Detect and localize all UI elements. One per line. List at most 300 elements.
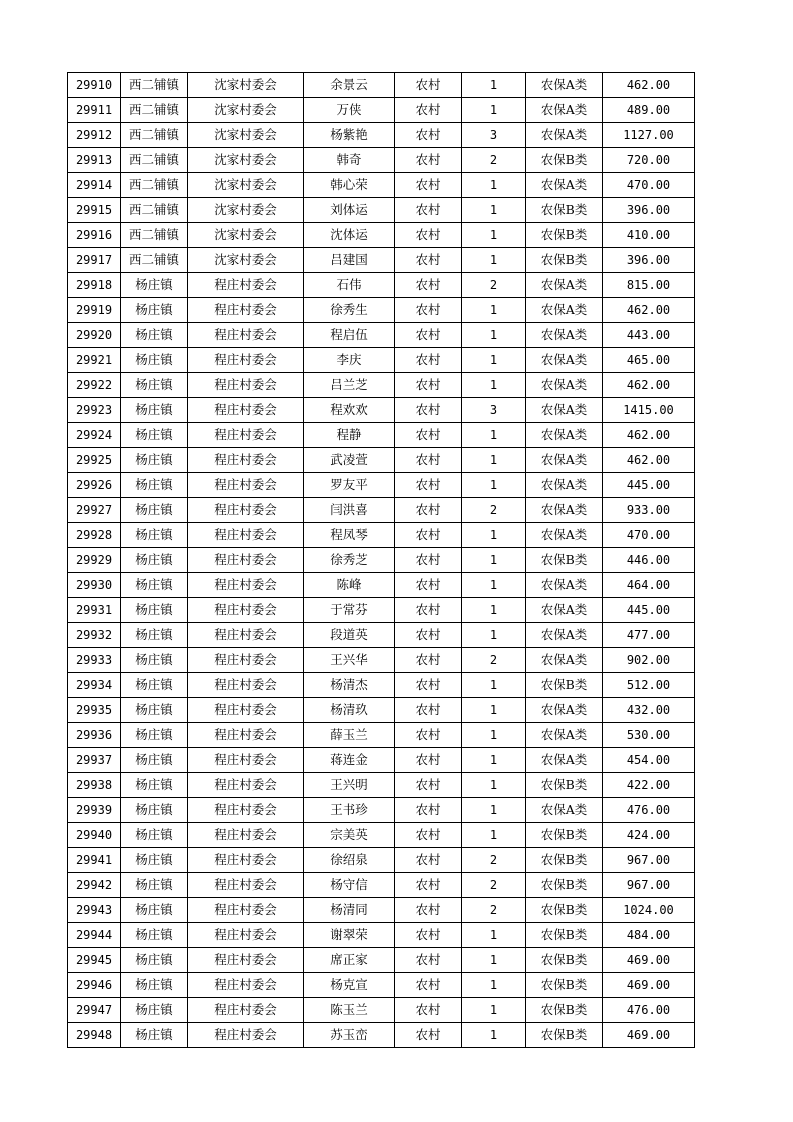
household-type-cell: 农村 bbox=[395, 98, 462, 123]
household-type-cell: 农村 bbox=[395, 1023, 462, 1048]
table-row bbox=[68, 548, 695, 573]
table-row bbox=[68, 823, 695, 848]
member-count-cell: 1 bbox=[462, 373, 526, 398]
town-cell: 杨庄镇 bbox=[121, 373, 188, 398]
record-id-cell: 29919 bbox=[68, 298, 121, 323]
household-type-cell: 农村 bbox=[395, 973, 462, 998]
insurance-category-cell: 农保A类 bbox=[526, 623, 603, 648]
insurance-category-cell: 农保B类 bbox=[526, 923, 603, 948]
record-id-cell: 29924 bbox=[68, 423, 121, 448]
record-id-cell: 29918 bbox=[68, 273, 121, 298]
amount-cell: 476.00 bbox=[603, 998, 695, 1023]
member-count-cell: 2 bbox=[462, 898, 526, 923]
village-committee-cell: 程庄村委会 bbox=[188, 873, 304, 898]
record-id-cell: 29913 bbox=[68, 148, 121, 173]
member-count-cell: 1 bbox=[462, 948, 526, 973]
table-row bbox=[68, 598, 695, 623]
amount-cell: 720.00 bbox=[603, 148, 695, 173]
record-id-cell: 29925 bbox=[68, 448, 121, 473]
insurance-category-cell: 农保A类 bbox=[526, 698, 603, 723]
insurance-category-cell: 农保B类 bbox=[526, 823, 603, 848]
household-type-cell: 农村 bbox=[395, 998, 462, 1023]
village-committee-cell: 沈家村委会 bbox=[188, 73, 304, 98]
village-committee-cell: 程庄村委会 bbox=[188, 748, 304, 773]
person-name-cell: 罗友平 bbox=[304, 473, 395, 498]
town-cell: 杨庄镇 bbox=[121, 923, 188, 948]
household-type-cell: 农村 bbox=[395, 873, 462, 898]
record-id-cell: 29932 bbox=[68, 623, 121, 648]
household-type-cell: 农村 bbox=[395, 673, 462, 698]
household-type-cell: 农村 bbox=[395, 798, 462, 823]
insurance-category-cell: 农保B类 bbox=[526, 998, 603, 1023]
town-cell: 西二铺镇 bbox=[121, 98, 188, 123]
insurance-category-cell: 农保A类 bbox=[526, 473, 603, 498]
insurance-category-cell: 农保B类 bbox=[526, 198, 603, 223]
table-row bbox=[68, 248, 695, 273]
insurance-category-cell: 农保A类 bbox=[526, 123, 603, 148]
member-count-cell: 1 bbox=[462, 423, 526, 448]
town-cell: 杨庄镇 bbox=[121, 348, 188, 373]
table-row bbox=[68, 848, 695, 873]
insurance-category-cell: 农保A类 bbox=[526, 598, 603, 623]
person-name-cell: 陈玉兰 bbox=[304, 998, 395, 1023]
record-id-cell: 29911 bbox=[68, 98, 121, 123]
person-name-cell: 杨守信 bbox=[304, 873, 395, 898]
insurance-category-cell: 农保B类 bbox=[526, 148, 603, 173]
amount-cell: 464.00 bbox=[603, 573, 695, 598]
table-body bbox=[68, 73, 695, 1048]
village-committee-cell: 程庄村委会 bbox=[188, 773, 304, 798]
record-id-cell: 29942 bbox=[68, 873, 121, 898]
table-row bbox=[68, 498, 695, 523]
household-type-cell: 农村 bbox=[395, 373, 462, 398]
household-type-cell: 农村 bbox=[395, 473, 462, 498]
member-count-cell: 1 bbox=[462, 998, 526, 1023]
person-name-cell: 席正家 bbox=[304, 948, 395, 973]
village-committee-cell: 程庄村委会 bbox=[188, 1023, 304, 1048]
amount-cell: 902.00 bbox=[603, 648, 695, 673]
person-name-cell: 武凌萱 bbox=[304, 448, 395, 473]
person-name-cell: 谢翠荣 bbox=[304, 923, 395, 948]
village-committee-cell: 沈家村委会 bbox=[188, 248, 304, 273]
member-count-cell: 1 bbox=[462, 98, 526, 123]
table-row bbox=[68, 73, 695, 98]
village-committee-cell: 程庄村委会 bbox=[188, 448, 304, 473]
household-type-cell: 农村 bbox=[395, 723, 462, 748]
town-cell: 杨庄镇 bbox=[121, 823, 188, 848]
record-id-cell: 29927 bbox=[68, 498, 121, 523]
record-id-cell: 29940 bbox=[68, 823, 121, 848]
record-id-cell: 29930 bbox=[68, 573, 121, 598]
village-committee-cell: 程庄村委会 bbox=[188, 498, 304, 523]
person-name-cell: 余景云 bbox=[304, 73, 395, 98]
record-id-cell: 29939 bbox=[68, 798, 121, 823]
household-type-cell: 农村 bbox=[395, 848, 462, 873]
village-committee-cell: 程庄村委会 bbox=[188, 673, 304, 698]
member-count-cell: 2 bbox=[462, 498, 526, 523]
amount-cell: 1127.00 bbox=[603, 123, 695, 148]
member-count-cell: 1 bbox=[462, 248, 526, 273]
member-count-cell: 1 bbox=[462, 748, 526, 773]
amount-cell: 815.00 bbox=[603, 273, 695, 298]
insurance-category-cell: 农保A类 bbox=[526, 273, 603, 298]
insurance-category-cell: 农保A类 bbox=[526, 398, 603, 423]
household-type-cell: 农村 bbox=[395, 948, 462, 973]
village-committee-cell: 程庄村委会 bbox=[188, 298, 304, 323]
town-cell: 西二铺镇 bbox=[121, 73, 188, 98]
household-type-cell: 农村 bbox=[395, 323, 462, 348]
record-id-cell: 29941 bbox=[68, 848, 121, 873]
person-name-cell: 徐秀芝 bbox=[304, 548, 395, 573]
insurance-category-cell: 农保A类 bbox=[526, 348, 603, 373]
town-cell: 西二铺镇 bbox=[121, 173, 188, 198]
town-cell: 杨庄镇 bbox=[121, 798, 188, 823]
town-cell: 杨庄镇 bbox=[121, 1023, 188, 1048]
record-id-cell: 29931 bbox=[68, 598, 121, 623]
household-type-cell: 农村 bbox=[395, 123, 462, 148]
town-cell: 杨庄镇 bbox=[121, 998, 188, 1023]
village-committee-cell: 沈家村委会 bbox=[188, 148, 304, 173]
town-cell: 西二铺镇 bbox=[121, 223, 188, 248]
member-count-cell: 2 bbox=[462, 148, 526, 173]
household-type-cell: 农村 bbox=[395, 273, 462, 298]
town-cell: 杨庄镇 bbox=[121, 873, 188, 898]
amount-cell: 476.00 bbox=[603, 798, 695, 823]
person-name-cell: 李庆 bbox=[304, 348, 395, 373]
amount-cell: 462.00 bbox=[603, 448, 695, 473]
insurance-category-cell: 农保A类 bbox=[526, 798, 603, 823]
village-committee-cell: 程庄村委会 bbox=[188, 548, 304, 573]
village-committee-cell: 程庄村委会 bbox=[188, 698, 304, 723]
person-name-cell: 段道英 bbox=[304, 623, 395, 648]
person-name-cell: 徐绍泉 bbox=[304, 848, 395, 873]
member-count-cell: 1 bbox=[462, 548, 526, 573]
amount-cell: 470.00 bbox=[603, 173, 695, 198]
amount-cell: 477.00 bbox=[603, 623, 695, 648]
amount-cell: 446.00 bbox=[603, 548, 695, 573]
member-count-cell: 1 bbox=[462, 473, 526, 498]
record-id-cell: 29947 bbox=[68, 998, 121, 1023]
person-name-cell: 杨清杰 bbox=[304, 673, 395, 698]
record-id-cell: 29946 bbox=[68, 973, 121, 998]
member-count-cell: 1 bbox=[462, 673, 526, 698]
person-name-cell: 韩奇 bbox=[304, 148, 395, 173]
household-type-cell: 农村 bbox=[395, 223, 462, 248]
person-name-cell: 程静 bbox=[304, 423, 395, 448]
village-committee-cell: 沈家村委会 bbox=[188, 198, 304, 223]
table-row bbox=[68, 648, 695, 673]
insurance-category-cell: 农保A类 bbox=[526, 298, 603, 323]
member-count-cell: 1 bbox=[462, 623, 526, 648]
member-count-cell: 1 bbox=[462, 1023, 526, 1048]
amount-cell: 396.00 bbox=[603, 248, 695, 273]
village-committee-cell: 程庄村委会 bbox=[188, 273, 304, 298]
member-count-cell: 1 bbox=[462, 323, 526, 348]
village-committee-cell: 程庄村委会 bbox=[188, 848, 304, 873]
record-id-cell: 29923 bbox=[68, 398, 121, 423]
table-row bbox=[68, 773, 695, 798]
insurance-category-cell: 农保A类 bbox=[526, 448, 603, 473]
amount-cell: 454.00 bbox=[603, 748, 695, 773]
person-name-cell: 于常芬 bbox=[304, 598, 395, 623]
insurance-category-cell: 农保B类 bbox=[526, 1023, 603, 1048]
household-type-cell: 农村 bbox=[395, 773, 462, 798]
amount-cell: 470.00 bbox=[603, 523, 695, 548]
insurance-category-cell: 农保A类 bbox=[526, 373, 603, 398]
town-cell: 杨庄镇 bbox=[121, 673, 188, 698]
village-committee-cell: 沈家村委会 bbox=[188, 123, 304, 148]
insurance-category-cell: 农保A类 bbox=[526, 748, 603, 773]
table-row bbox=[68, 998, 695, 1023]
village-committee-cell: 程庄村委会 bbox=[188, 723, 304, 748]
person-name-cell: 吕兰芝 bbox=[304, 373, 395, 398]
record-id-cell: 29912 bbox=[68, 123, 121, 148]
town-cell: 杨庄镇 bbox=[121, 573, 188, 598]
record-id-cell: 29934 bbox=[68, 673, 121, 698]
record-id-cell: 29922 bbox=[68, 373, 121, 398]
town-cell: 杨庄镇 bbox=[121, 448, 188, 473]
amount-cell: 489.00 bbox=[603, 98, 695, 123]
person-name-cell: 王兴华 bbox=[304, 648, 395, 673]
village-committee-cell: 沈家村委会 bbox=[188, 223, 304, 248]
household-type-cell: 农村 bbox=[395, 148, 462, 173]
table-row bbox=[68, 198, 695, 223]
table-row bbox=[68, 973, 695, 998]
person-name-cell: 程凤琴 bbox=[304, 523, 395, 548]
town-cell: 杨庄镇 bbox=[121, 298, 188, 323]
member-count-cell: 1 bbox=[462, 73, 526, 98]
village-committee-cell: 程庄村委会 bbox=[188, 823, 304, 848]
village-committee-cell: 沈家村委会 bbox=[188, 173, 304, 198]
amount-cell: 422.00 bbox=[603, 773, 695, 798]
person-name-cell: 杨紫艳 bbox=[304, 123, 395, 148]
household-type-cell: 农村 bbox=[395, 548, 462, 573]
record-id-cell: 29926 bbox=[68, 473, 121, 498]
town-cell: 杨庄镇 bbox=[121, 498, 188, 523]
member-count-cell: 2 bbox=[462, 848, 526, 873]
table-row bbox=[68, 723, 695, 748]
town-cell: 杨庄镇 bbox=[121, 398, 188, 423]
insurance-category-cell: 农保A类 bbox=[526, 173, 603, 198]
person-name-cell: 刘体运 bbox=[304, 198, 395, 223]
table-row bbox=[68, 873, 695, 898]
table-row bbox=[68, 623, 695, 648]
member-count-cell: 1 bbox=[462, 173, 526, 198]
amount-cell: 469.00 bbox=[603, 973, 695, 998]
record-id-cell: 29915 bbox=[68, 198, 121, 223]
member-count-cell: 1 bbox=[462, 523, 526, 548]
member-count-cell: 1 bbox=[462, 598, 526, 623]
town-cell: 杨庄镇 bbox=[121, 623, 188, 648]
table-row bbox=[68, 948, 695, 973]
person-name-cell: 韩心荣 bbox=[304, 173, 395, 198]
record-id-cell: 29928 bbox=[68, 523, 121, 548]
town-cell: 杨庄镇 bbox=[121, 423, 188, 448]
town-cell: 杨庄镇 bbox=[121, 598, 188, 623]
table-row bbox=[68, 573, 695, 598]
member-count-cell: 2 bbox=[462, 648, 526, 673]
member-count-cell: 1 bbox=[462, 723, 526, 748]
record-id-cell: 29933 bbox=[68, 648, 121, 673]
insurance-category-cell: 农保A类 bbox=[526, 423, 603, 448]
record-id-cell: 29944 bbox=[68, 923, 121, 948]
member-count-cell: 2 bbox=[462, 873, 526, 898]
record-id-cell: 29914 bbox=[68, 173, 121, 198]
record-id-cell: 29910 bbox=[68, 73, 121, 98]
table-row bbox=[68, 423, 695, 448]
insurance-category-cell: 农保B类 bbox=[526, 673, 603, 698]
town-cell: 杨庄镇 bbox=[121, 473, 188, 498]
insurance-category-cell: 农保B类 bbox=[526, 948, 603, 973]
village-committee-cell: 程庄村委会 bbox=[188, 473, 304, 498]
household-type-cell: 农村 bbox=[395, 398, 462, 423]
household-type-cell: 农村 bbox=[395, 173, 462, 198]
insurance-category-cell: 农保A类 bbox=[526, 723, 603, 748]
insurance-category-cell: 农保B类 bbox=[526, 873, 603, 898]
household-type-cell: 农村 bbox=[395, 748, 462, 773]
insurance-category-cell: 农保A类 bbox=[526, 323, 603, 348]
amount-cell: 462.00 bbox=[603, 73, 695, 98]
person-name-cell: 杨清玖 bbox=[304, 698, 395, 723]
town-cell: 杨庄镇 bbox=[121, 273, 188, 298]
household-type-cell: 农村 bbox=[395, 423, 462, 448]
person-name-cell: 王书珍 bbox=[304, 798, 395, 823]
amount-cell: 410.00 bbox=[603, 223, 695, 248]
village-committee-cell: 程庄村委会 bbox=[188, 373, 304, 398]
record-id-cell: 29929 bbox=[68, 548, 121, 573]
table-row bbox=[68, 148, 695, 173]
data-table bbox=[67, 72, 695, 1048]
amount-cell: 967.00 bbox=[603, 848, 695, 873]
village-committee-cell: 程庄村委会 bbox=[188, 598, 304, 623]
village-committee-cell: 程庄村委会 bbox=[188, 348, 304, 373]
town-cell: 杨庄镇 bbox=[121, 973, 188, 998]
insurance-category-cell: 农保A类 bbox=[526, 498, 603, 523]
record-id-cell: 29945 bbox=[68, 948, 121, 973]
amount-cell: 469.00 bbox=[603, 948, 695, 973]
town-cell: 西二铺镇 bbox=[121, 248, 188, 273]
village-committee-cell: 程庄村委会 bbox=[188, 398, 304, 423]
amount-cell: 512.00 bbox=[603, 673, 695, 698]
amount-cell: 530.00 bbox=[603, 723, 695, 748]
village-committee-cell: 程庄村委会 bbox=[188, 923, 304, 948]
insurance-category-cell: 农保B类 bbox=[526, 898, 603, 923]
person-name-cell: 吕建国 bbox=[304, 248, 395, 273]
person-name-cell: 沈体运 bbox=[304, 223, 395, 248]
amount-cell: 933.00 bbox=[603, 498, 695, 523]
person-name-cell: 蒋连金 bbox=[304, 748, 395, 773]
village-committee-cell: 程庄村委会 bbox=[188, 798, 304, 823]
household-type-cell: 农村 bbox=[395, 198, 462, 223]
record-id-cell: 29921 bbox=[68, 348, 121, 373]
amount-cell: 465.00 bbox=[603, 348, 695, 373]
household-type-cell: 农村 bbox=[395, 448, 462, 473]
table-row bbox=[68, 798, 695, 823]
table-row bbox=[68, 1023, 695, 1048]
household-type-cell: 农村 bbox=[395, 348, 462, 373]
member-count-cell: 1 bbox=[462, 698, 526, 723]
household-type-cell: 农村 bbox=[395, 73, 462, 98]
town-cell: 杨庄镇 bbox=[121, 748, 188, 773]
table-row bbox=[68, 473, 695, 498]
household-type-cell: 农村 bbox=[395, 298, 462, 323]
insurance-category-cell: 农保B类 bbox=[526, 848, 603, 873]
insurance-category-cell: 农保A类 bbox=[526, 648, 603, 673]
amount-cell: 445.00 bbox=[603, 473, 695, 498]
record-id-cell: 29917 bbox=[68, 248, 121, 273]
household-type-cell: 农村 bbox=[395, 498, 462, 523]
table-row bbox=[68, 273, 695, 298]
town-cell: 杨庄镇 bbox=[121, 648, 188, 673]
member-count-cell: 1 bbox=[462, 448, 526, 473]
record-id-cell: 29936 bbox=[68, 723, 121, 748]
insurance-category-cell: 农保B类 bbox=[526, 248, 603, 273]
table-row bbox=[68, 223, 695, 248]
village-committee-cell: 程庄村委会 bbox=[188, 523, 304, 548]
household-type-cell: 农村 bbox=[395, 573, 462, 598]
person-name-cell: 程启伍 bbox=[304, 323, 395, 348]
town-cell: 杨庄镇 bbox=[121, 848, 188, 873]
table-row bbox=[68, 748, 695, 773]
amount-cell: 396.00 bbox=[603, 198, 695, 223]
town-cell: 西二铺镇 bbox=[121, 148, 188, 173]
member-count-cell: 3 bbox=[462, 398, 526, 423]
table-row bbox=[68, 398, 695, 423]
town-cell: 杨庄镇 bbox=[121, 948, 188, 973]
table-row bbox=[68, 123, 695, 148]
insurance-category-cell: 农保B类 bbox=[526, 223, 603, 248]
table-row bbox=[68, 448, 695, 473]
amount-cell: 445.00 bbox=[603, 598, 695, 623]
record-id-cell: 29938 bbox=[68, 773, 121, 798]
amount-cell: 424.00 bbox=[603, 823, 695, 848]
member-count-cell: 1 bbox=[462, 573, 526, 598]
household-type-cell: 农村 bbox=[395, 648, 462, 673]
person-name-cell: 万侠 bbox=[304, 98, 395, 123]
town-cell: 杨庄镇 bbox=[121, 723, 188, 748]
village-committee-cell: 程庄村委会 bbox=[188, 623, 304, 648]
record-id-cell: 29920 bbox=[68, 323, 121, 348]
village-committee-cell: 程庄村委会 bbox=[188, 648, 304, 673]
person-name-cell: 王兴明 bbox=[304, 773, 395, 798]
insurance-category-cell: 农保A类 bbox=[526, 98, 603, 123]
town-cell: 杨庄镇 bbox=[121, 698, 188, 723]
member-count-cell: 1 bbox=[462, 298, 526, 323]
person-name-cell: 杨清同 bbox=[304, 898, 395, 923]
village-committee-cell: 程庄村委会 bbox=[188, 998, 304, 1023]
village-committee-cell: 沈家村委会 bbox=[188, 98, 304, 123]
record-id-cell: 29948 bbox=[68, 1023, 121, 1048]
record-id-cell: 29937 bbox=[68, 748, 121, 773]
table-row bbox=[68, 298, 695, 323]
table-row bbox=[68, 98, 695, 123]
person-name-cell: 石伟 bbox=[304, 273, 395, 298]
member-count-cell: 1 bbox=[462, 823, 526, 848]
town-cell: 杨庄镇 bbox=[121, 898, 188, 923]
village-committee-cell: 程庄村委会 bbox=[188, 898, 304, 923]
table-row bbox=[68, 898, 695, 923]
amount-cell: 443.00 bbox=[603, 323, 695, 348]
town-cell: 杨庄镇 bbox=[121, 773, 188, 798]
person-name-cell: 程欢欢 bbox=[304, 398, 395, 423]
table-row bbox=[68, 523, 695, 548]
household-type-cell: 农村 bbox=[395, 248, 462, 273]
person-name-cell: 薛玉兰 bbox=[304, 723, 395, 748]
member-count-cell: 1 bbox=[462, 198, 526, 223]
amount-cell: 462.00 bbox=[603, 423, 695, 448]
amount-cell: 1415.00 bbox=[603, 398, 695, 423]
amount-cell: 469.00 bbox=[603, 1023, 695, 1048]
